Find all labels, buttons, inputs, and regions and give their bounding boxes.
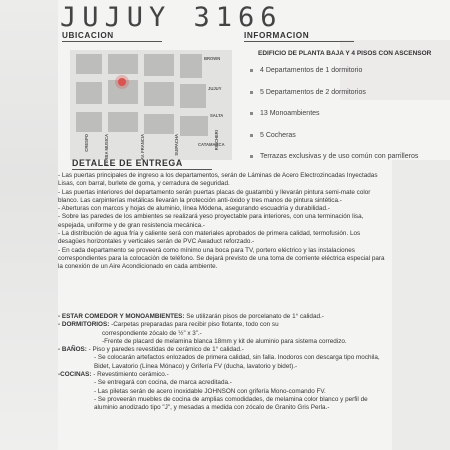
bullet-icon: [250, 112, 253, 115]
map-block: [108, 112, 138, 132]
banos-detail: - Se colocarán artefactos enlozados de primera calidad, sin falla. Inodoros con descarga tipo mochila, Bidet, Lavatorio (Línea Mónaco) y Grifería FV (ducha, lavatorio y bidet).-: [94, 354, 380, 370]
map-block: [108, 54, 138, 74]
entrega-heading: DETALLE DE ENTREGA: [72, 158, 212, 168]
entrega-paragraph: - Aberturas con marcos y hojas de aluminio, línea Módena, asegurando escuadría y durabilidad.-: [58, 205, 330, 213]
information-panel: [244, 50, 444, 175]
street-label-av-francia: AV. FRANCIA: [140, 134, 145, 161]
bullet-icon: [250, 134, 253, 137]
dormitorios-detail: correspondiente zócalo de ½” x 3”.-: [102, 329, 202, 337]
info-item: Terrazas exclusivas y de uso común con parrilleros: [244, 153, 444, 162]
street-label-salta: SALTA: [210, 113, 224, 118]
map-block: [144, 82, 174, 106]
background-pattern: [392, 160, 450, 450]
dormitorios-line: - DORMITORIOS: -Carpetas preparadas para recibir piso flotante, todo con su: [58, 321, 279, 329]
map-block: [76, 112, 102, 132]
informacion-heading: INFORMACION: [244, 31, 354, 40]
cocinas-detail: - Se proveerán muebles de cocina de amplias comodidades, de melamina color blanco y perfil de aluminio anodizado tipo "J", y mesadas a medida con zócalo de Granito Gris Perla.-: [94, 395, 368, 412]
entrega-paragraph: - Las puertas interiores del departamento serán puertas placas de guatambú y llevarán pintura semi-mate color blanco. Las carpinterías metálicas llevarán la protección anti-óxido y tres manos de pintura sintética.-: [58, 188, 371, 204]
street-label-riccheri: RICCHERI: [214, 130, 219, 151]
estar-label: - ESTAR COMEDOR Y MONOAMBIENTES:: [58, 313, 185, 320]
cocinas-label: -COCINAS:: [58, 371, 92, 379]
cocinas-line: -COCINAS: - Revestimiento cerámico.-: [58, 371, 169, 379]
info-item: 13 Monoambientes: [244, 110, 444, 119]
estar-line: - ESTAR COMEDOR Y MONOAMBIENTES: Se utilizarán pisos de porcelanato de 1° calidad.-: [58, 313, 324, 320]
map-block: [144, 114, 174, 134]
dormitorios-detail: -Frente de placard de melamina blanca 18mm y kit de aluminio para sistema corredizo.: [102, 337, 347, 345]
banos-line: - BAÑOS: - Piso y paredes revestidas de cerámico de 1° calidad.-: [58, 346, 244, 354]
banos-label: - BAÑOS:: [58, 346, 87, 354]
street-label-catamarca: CATAMARCA: [198, 142, 225, 147]
cocinas-detail: - Se entregará con cocina, de marca acreditada.-: [94, 379, 232, 387]
map-block: [76, 54, 102, 74]
bullet-icon: [250, 155, 253, 158]
info-item: 4 Departamentos de 1 dormitorio: [244, 67, 444, 76]
map-block: [144, 54, 174, 76]
map-block: [180, 84, 206, 108]
entrega-text: [58, 172, 388, 272]
map-block: [76, 82, 102, 104]
street-label-suipacha: SUIPACHA: [174, 134, 179, 156]
location-marker: [118, 78, 126, 86]
background-pattern: [0, 0, 58, 450]
street-label-jujuy: JUJUY: [208, 86, 222, 91]
bullet-icon: [250, 91, 253, 94]
street-label-yerba-musica: YERBA MUSICA: [104, 134, 109, 167]
map-block: [180, 54, 202, 78]
ubicacion-heading: UBICACION: [62, 31, 162, 40]
dormitorios-label: - DORMITORIOS:: [58, 321, 110, 329]
info-item: 5 Cocheras: [244, 132, 444, 141]
room-details: [58, 313, 388, 413]
street-label-crespo: CRESPO: [84, 134, 89, 152]
entrega-paragraph: - En cada departamento se proveerá como mínimo una boca para TV, portero eléctrico y las instalaciones correspondientes para la colocación de teléfono. Se dejará previsto de una toma de corriente eléctrica especial para la conexión de un Aire Acondicionado en cada ambiente.: [58, 246, 385, 271]
street-label-brown: BROWN: [204, 56, 221, 61]
entrega-paragraph: - Las puertas principales de ingreso a los departamentos, serán de Láminas de Acero Electrozincadas Inyectadas Lisas, con barral, burlete de goma, y cerradura de seguridad.: [58, 172, 378, 188]
map-block: [180, 116, 208, 136]
entrega-paragraph: - Sobre las paredes de los ambientes se realizará yeso proyectable para interiores, con una terminación lisa, espejada, uniforme y de gran resistencia mecánica.-: [58, 213, 364, 229]
bullet-icon: [250, 69, 253, 72]
cocinas-detail: - Las piletas serán de acero inoxidable JOHNSON con grifería Mono-comando FV.: [94, 387, 326, 395]
info-item: 5 Departamentos de 2 dormitorios: [244, 89, 444, 98]
page-title: JUJUY 3166: [60, 2, 283, 33]
building-description: EDIFICIO DE PLANTA BAJA Y 4 PISOS CON ASCENSOR: [258, 50, 432, 57]
entrega-paragraph: - La distribución de agua fría y caliente será con materiales aprobados de primera calidad, termofusión. Los desagües horizontales y verticales serán de PVC Awaduct reforzado.-: [58, 230, 361, 246]
